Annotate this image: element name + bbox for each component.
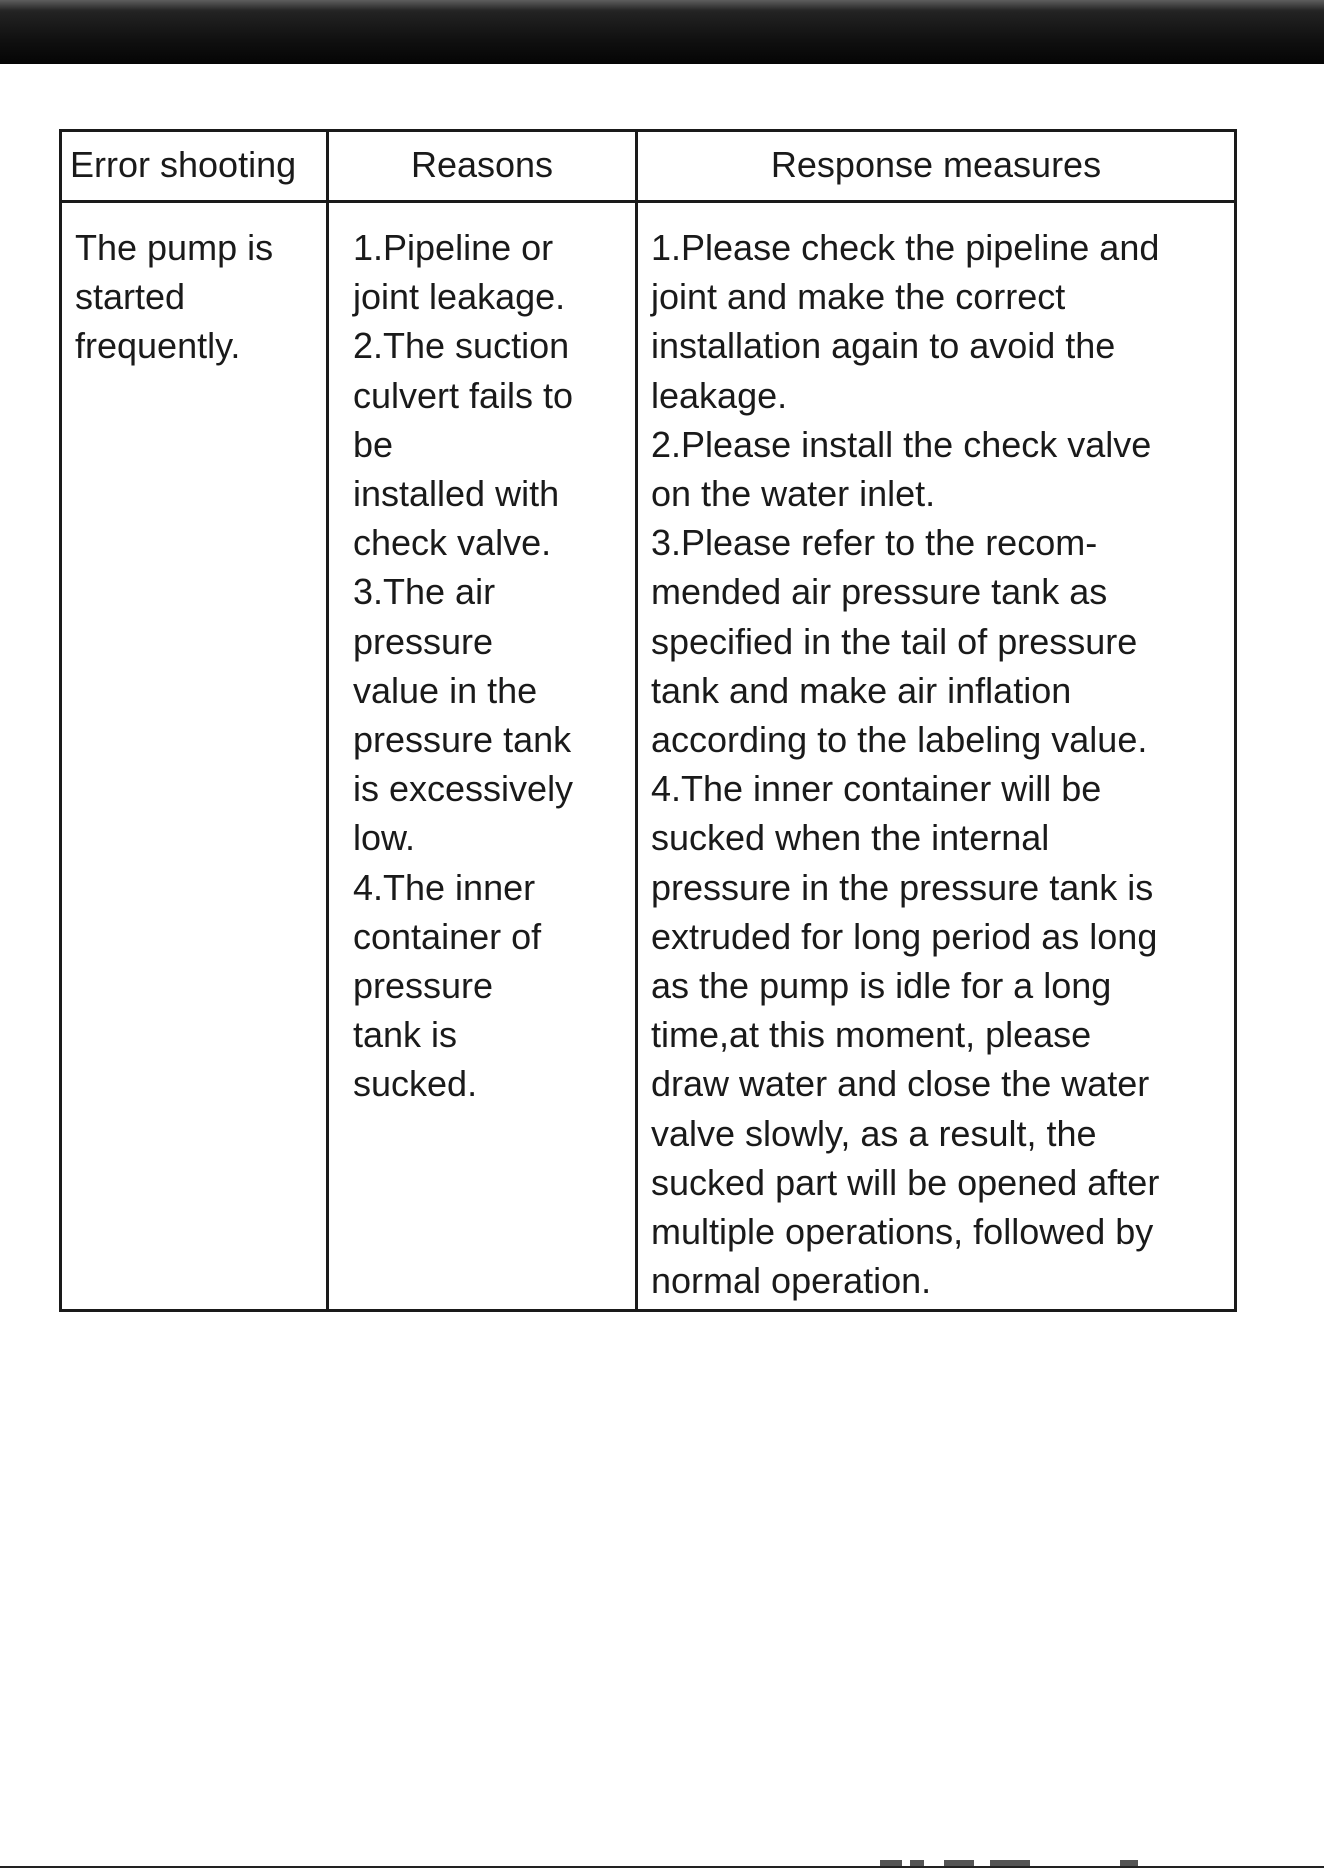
top-banner-highlight xyxy=(0,0,1324,10)
footer-mark xyxy=(990,1860,1030,1866)
cell-reasons: 1.Pipeline or joint leakage. 2.The suction culvert fails to be installed with check valve. 3.The air pressure value in the pressure tank is excessively low. 4.The inner container of pressure tank is sucked. xyxy=(353,227,574,1105)
column-divider-1 xyxy=(326,132,329,1309)
column-divider-2 xyxy=(635,132,638,1309)
top-banner-bar xyxy=(0,0,1324,64)
footer-mark xyxy=(944,1860,974,1866)
header-response-measures: Response measures xyxy=(770,144,1102,185)
cell-error: The pump is started frequently. xyxy=(75,227,274,367)
header-reasons: Reasons xyxy=(410,144,554,185)
footer-print-marks xyxy=(880,1860,1180,1868)
footer-mark xyxy=(1120,1860,1138,1866)
header-error-shooting: Error shooting xyxy=(70,144,297,185)
table-header-row xyxy=(62,132,1234,203)
footer-mark xyxy=(880,1860,902,1866)
footer-mark xyxy=(910,1860,924,1866)
cell-response-measures: 1.Please check the pipeline and joint and make the correct installation again to avoid the leakage. 2.Please install the check valve on the water inlet. 3.Please refer to the recom- mended air pressure tank as specified in the tail of pressure tank and make air inflation according to the labeling value. 4.The inner container will be sucked when the internal pressure in the pressure tank is extruded for long period as long as the pump is idle for a long time,at this moment, please draw water and close the water valve slowly, as a result, the sucked part will be opened after multiple operations, followed by normal operation. xyxy=(651,227,1160,1302)
troubleshooting-table xyxy=(59,129,1237,1312)
